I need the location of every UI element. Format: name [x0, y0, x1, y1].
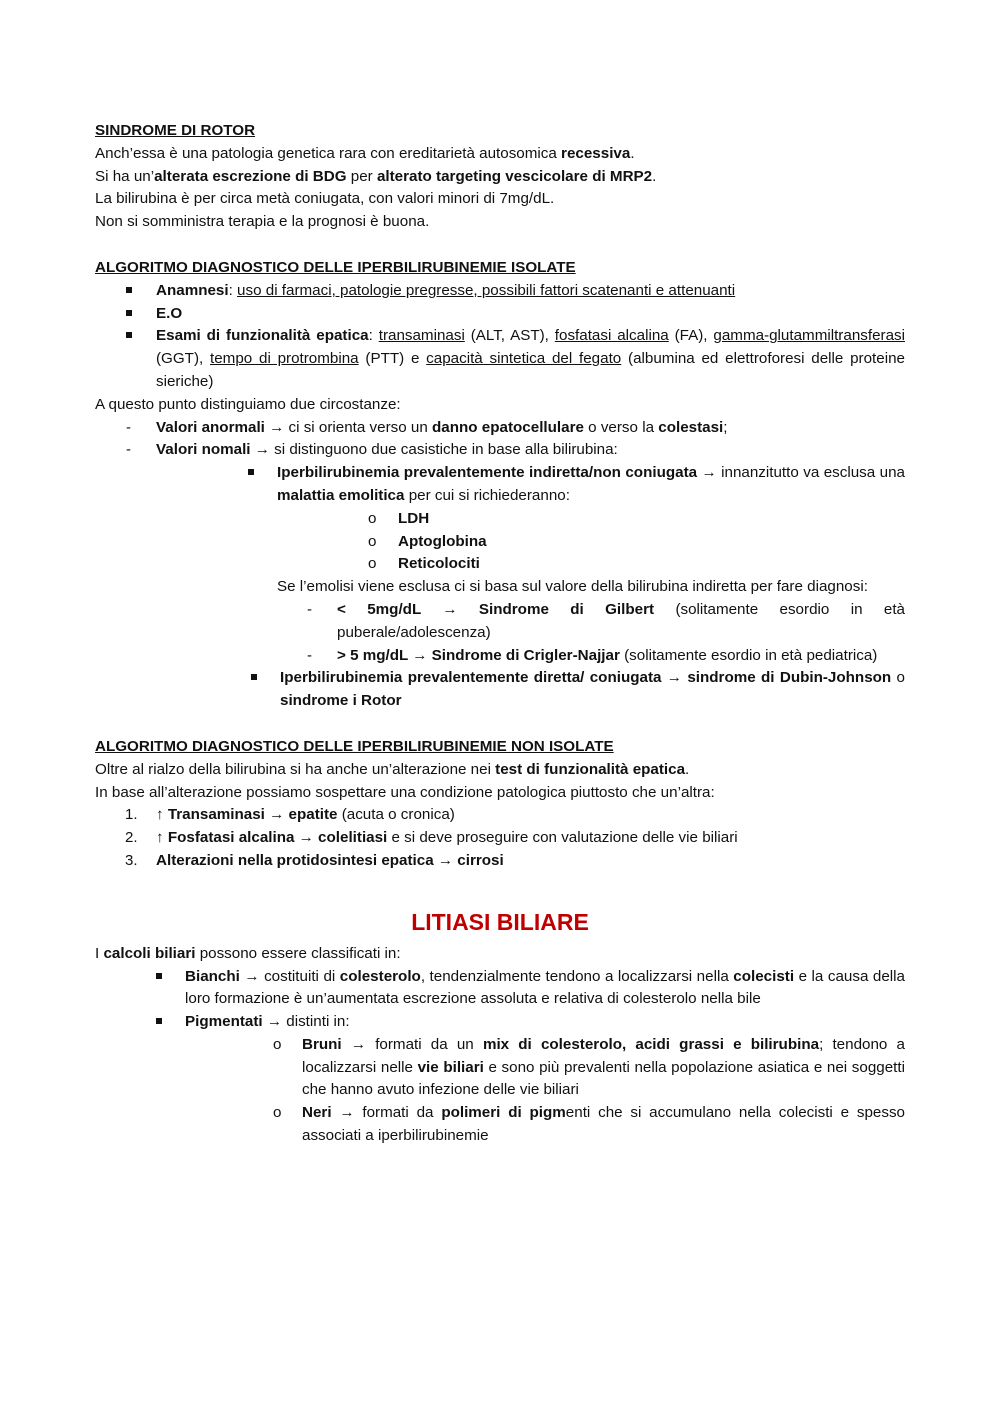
numbered-item-2: 2. ↑ Fosfatasi alcalina → colelitiasi e si deve proseguire con valutazione delle vie biliari [156, 827, 905, 850]
list-item-gilbert: - < 5mg/dL → Sindrome di Gilbert (solitamente esordio in età puberale/adolescenza) [307, 600, 905, 641]
litiasi-title: LITIASI BILIARE [411, 908, 589, 935]
numbered-item-3: 3. Alterazioni nella protidosintesi epatica → cirrosi [156, 850, 905, 873]
list-item-reticolociti: o Reticolociti [398, 553, 905, 576]
list-item-indiretta: Iperbilirubinemia prevalentemente indiretta/non coniugata → innanzitutto va esclusa una malattia emolitica per cui si richiederanno: [277, 462, 905, 508]
litiasi-intro: I calcoli biliari possono essere classificati in: [95, 944, 401, 962]
rotor-heading: SINDROME DI ROTOR [95, 122, 256, 139]
list-item-valori-anormali: - Valori anormali → ci si orienta verso un danno epatocellulare o verso la colestasi; [156, 417, 905, 440]
square-bullet-icon [248, 469, 254, 475]
rotor-line-1: Anch’essa è una patologia genetica rara con ereditarietà autosomica recessiva. [95, 144, 635, 162]
number-marker: 1. [125, 806, 138, 824]
square-bullet-icon [126, 332, 132, 338]
list-item-anamnesi: Anamnesi: uso di farmaci, patologie pregresse, possibili fattori scatenanti e attenuanti [156, 280, 905, 303]
list-item-crigler-najjar: - > 5 mg/dL → Sindrome di Crigler-Najjar (solitamente esordio in età pediatrica) [337, 645, 905, 668]
document-page [95, 120, 905, 1148]
dash-bullet-icon: - [307, 646, 312, 664]
rotor-line-2: Si ha un’alterata escrezione di BDG per alterato targeting vescicolare di MRP2. [95, 167, 657, 185]
square-bullet-icon [251, 674, 257, 680]
list-item-bruni: o Bruni → formati da un mix di colesterolo, acidi grassi e bilirubina; tendono a localizzarsi nelle vie biliari e sono più prevalenti nella popolazione asiatica e nei soggetti che hanno avuto infezione delle vie biliari [273, 1035, 905, 1099]
dash-bullet-icon: - [126, 418, 131, 436]
dash-bullet-icon: - [126, 441, 131, 459]
list-item-pigmentati: Pigmentati → distinti in: [185, 1011, 905, 1034]
isolate-intro: A questo punto distinguiamo due circostanze: [95, 395, 401, 413]
number-marker: 3. [125, 851, 138, 869]
list-item-valori-normali: - Valori nomali → si distinguono due casistiche in base alla bilirubina: [156, 439, 905, 462]
list-item-diretta: Iperbilirubinemia prevalentemente diretta/ coniugata → sindrome di Dubin-Johnson o sindrome i Rotor [280, 667, 905, 713]
list-item-neri: o Neri → formati da polimeri di pigmenti che si accumulano nella colecisti e spesso associati a iperbilirubinemie [273, 1104, 906, 1145]
number-marker: 2. [125, 829, 138, 847]
circle-bullet-icon: o [368, 532, 377, 550]
circle-bullet-icon: o [273, 1104, 282, 1122]
square-bullet-icon [156, 1018, 162, 1024]
list-item-eo: E.O [156, 303, 905, 326]
list-item-bianchi: Bianchi → costituiti di colesterolo, tendenzialmente tendono a localizzarsi nella colecisti e la causa della loro formazione è un’aumentata escrezione assoluta e relativa di colesterolo nella bile [185, 966, 905, 1012]
circle-bullet-icon: o [368, 509, 377, 527]
emolisi-paragraph: Se l’emolisi viene esclusa ci si basa sul valore della bilirubina indiretta per fare diagnosi: [277, 578, 868, 596]
square-bullet-icon [126, 287, 132, 293]
nonisolate-line-1: Oltre al rialzo della bilirubina si ha anche un’alterazione nei test di funzionalità epatica. [95, 760, 690, 778]
list-item-ldh: o LDH [398, 508, 905, 531]
circle-bullet-icon: o [368, 555, 377, 573]
nonisolate-heading: ALGORITMO DIAGNOSTICO DELLE IPERBILIRUBINEMIE NON ISOLATE [95, 737, 614, 755]
square-bullet-icon [156, 973, 162, 979]
circle-bullet-icon: o [273, 1035, 282, 1053]
dash-bullet-icon: - [307, 600, 312, 618]
isolate-heading: ALGORITMO DIAGNOSTICO DELLE IPERBILIRUBINEMIE ISOLATE [95, 258, 576, 276]
rotor-line-3: La bilirubina è per circa metà coniugata, con valori minori di 7mg/dL. [95, 190, 555, 208]
list-item-esami: Esami di funzionalità epatica: transaminasi (ALT, AST), fosfatasi alcalina (FA), gamma-glutammiltransferasi (GGT), tempo di protrombina (PTT) e capacità sintetica del fegato (albumina ed elettroforesi delle proteine sieriche) [156, 325, 905, 393]
numbered-item-1: 1. ↑ Transaminasi → epatite (acuta o cronica) [156, 804, 905, 827]
square-bullet-icon [126, 310, 132, 316]
rotor-line-4: Non si somministra terapia e la prognosi è buona. [95, 213, 430, 231]
nonisolate-line-2: In base all’alterazione possiamo sospettare una condizione patologica piuttosto che un’altra: [95, 783, 715, 801]
list-item-aptoglobina: o Aptoglobina [398, 531, 905, 554]
